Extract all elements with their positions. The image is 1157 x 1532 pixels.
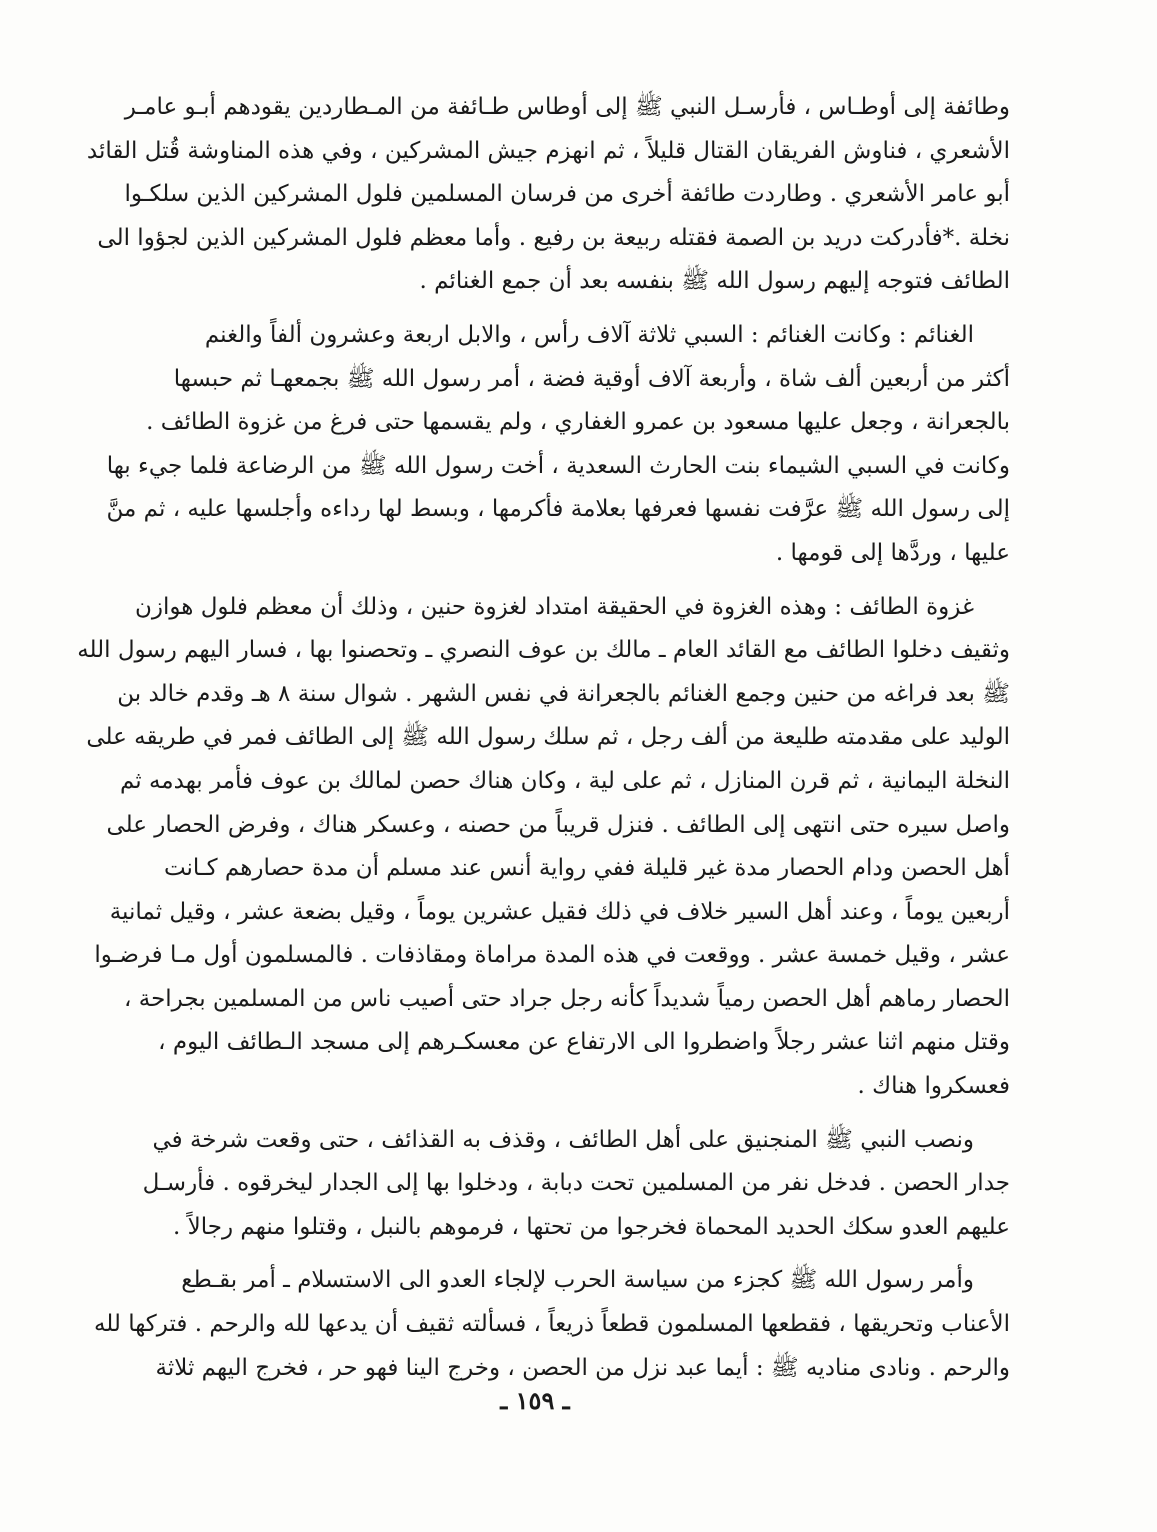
paragraph-catapult [138,1119,1010,1250]
page-number: ـ ١٥٩ ـ [500,1386,570,1415]
text-line: الغنائم : وكانت الغنائم : السبي ثلاثة آلاف رأس ، والابل اربعة وعشرون ألفاً والغنم [204,321,974,348]
text-line: جدار الحصن . فدخل نفر من المسلمين تحت دبابة ، ودخلوا بها إلى الجدار ليخرقوه . فأرسـل [142,1170,1010,1197]
text-line: ﷺ بعد فراغه من حنين وجمع الغنائم بالجعرانة في نفس الشهر . شوال سنة ٨ هـ وقدم خالد بن [117,680,1010,707]
text-line: أبو عامر الأشعري . وطاردت طائفة أخرى من فرسان المسلمين فلول المشركين الذين سلكـوا [124,181,1010,208]
text-line: وثقيف دخلوا الطائف مع القائد العام ـ مالك بن عوف النصري ـ وتحصنوا بها ، فسار اليهم رسول الله [77,637,1010,664]
text-line: الحصار رماهم أهل الحصن رمياً شديداً كأنه رجل جراد حتى أصيب ناس من المسلمين بجراحة ، [124,985,1010,1012]
paragraph-taif-battle [77,586,1010,1109]
text-line: وكانت في السبي الشيماء بنت الحارث السعدية ، أخت رسول الله ﷺ من الرضاعة فلما جيء بها [106,452,1010,479]
text-line: عليها ، وردَّها إلى قومها . [775,539,1010,566]
text-line: الوليد على مقدمته طليعة من ألف رجل ، ثم سلك رسول الله ﷺ إلى الطائف فمر في طريقه على [86,724,1010,751]
text-line: والرحم . ونادى مناديه ﷺ : أيما عبد نزل من الحصن ، وخرج الينا فهو حر ، فخرج اليهم ثلاثة [155,1354,1010,1381]
text-line: بالجعرانة ، وجعل عليها مسعود بن عمرو الغفاري ، ولم يقسمها حتى فرغ من غزوة الطائف . [146,409,1010,436]
text-line: نخلة .*فأدركت دريد بن الصمة فقتله ربيعة بن رفيع . وأما معظم فلول المشركين الذين لجؤوا الى [97,224,1010,251]
text-line: وأمر رسول الله ﷺ كجزء من سياسة الحرب لإلجاء العدو الى الاستسلام ـ أمر بقـطع [181,1267,974,1294]
paragraph-awtas [86,86,1010,304]
text-line: إلى رسول الله ﷺ عرَّفت نفسها فعرفها بعلامة فأكرمها ، وبسط لها رداءه وأجلسها عليه ، ثم منَّ [106,496,1010,523]
text-line: النخلة اليمانية ، ثم قرن المنازل ، ثم على لية ، وكان هناك حصن لمالك بن عوف فأمر بهدمه ثم [119,767,1010,794]
text-line: أهل الحصن ودام الحصار مدة غير قليلة ففي رواية أنس عند مسلم أن مدة حصارهم كـانت [163,855,1010,882]
text-line: عشر ، وقيل خمسة عشر . ووقعت في هذه المدة مراماة ومقاذفات . فالمسلمون أول مـا فرضـوا [94,942,1010,969]
text-line: وقتل منهم اثنا عشر رجلاً واضطروا الى الارتفاع عن معسكـرهم إلى مسجد الـطائف اليوم ، [158,1029,1010,1056]
text-line: غزوة الطائف : وهذه الغزوة في الحقيقة امتداد لغزوة حنين ، وذلك أن معظم فلول هوازن [135,593,974,620]
text-line: الأشعري ، فناوش الفريقان القتال قليلاً ، ثم انهزم جيش المشركين ، وفي هذه المناوشة قُتل القائد [86,137,1010,164]
text-line: ونصب النبي ﷺ المنجنيق على أهل الطائف ، وقذف به القذائف ، حتى وقعت شرخة في [152,1126,974,1153]
text-line: فعسكروا هناك . [857,1073,1010,1100]
text-line: الطائف فتوجه إليهم رسول الله ﷺ بنفسه بعد أن جمع الغنائم . [419,268,1010,295]
paragraph-spoils [106,314,1010,576]
text-line: أكثر من أربعين ألف شاة ، وأربعة آلاف أوقية فضة ، أمر رسول الله ﷺ بجمعهـا ثم حبسها [173,365,1010,392]
text-line: الأعناب وتحريقها ، فقطعها المسلمون قطعاً ذريعاً ، فسألته ثقيف أن يدعها لله والرحم . فتركها لله [93,1311,1010,1338]
text-line: عليهم العدو سكك الحديد المحماة فخرجوا من تحتها ، فرموهم بالنبل ، وقتلوا منهم رجالاً . [173,1213,1010,1240]
text-line: وطائفة إلى أوطـاس ، فأرسـل النبي ﷺ إلى أوطاس طـائفة من المـطاردين يقودهم أبـو عامـر [124,94,1010,120]
text-line: واصل سيره حتى انتهى إلى الطائف . فنزل قريباً من حصنه ، وعسكر هناك ، وفرض الحصار على [106,811,1010,838]
paragraph-vines [93,1259,1010,1390]
page-body-text [77,86,1010,1390]
text-line: أربعين يوماً ، وعند أهل السير خلاف في ذلك فقيل عشرين يوماً ، وقيل بضعة عشر ، وقيل ثمانية [109,898,1010,925]
